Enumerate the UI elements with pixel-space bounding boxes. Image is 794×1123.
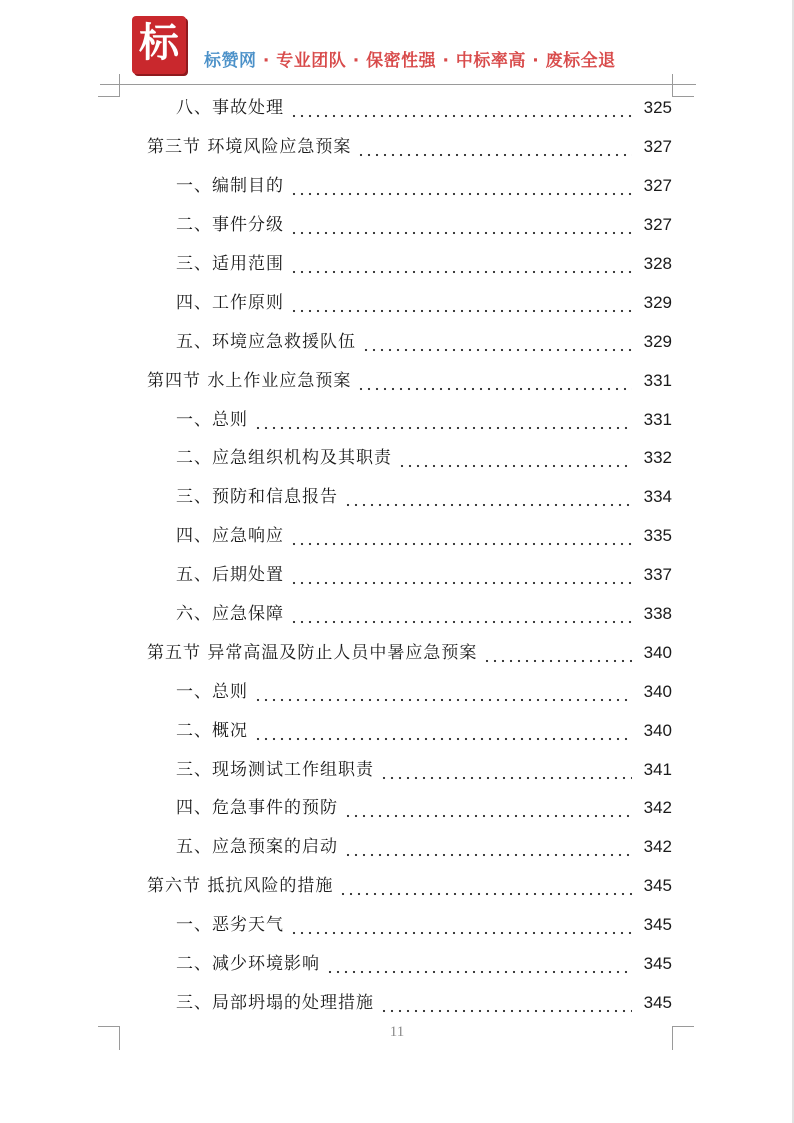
toc-entry-page: 331 (643, 409, 672, 429)
toc-subsection-entry[interactable] (0, 517, 794, 556)
toc-subsection-entry[interactable] (0, 206, 794, 245)
toc-subsection-entry[interactable] (0, 672, 794, 711)
toc-dot-leader (290, 214, 632, 236)
toc-dot-leader (380, 759, 632, 781)
toc-entry-label: 四、工作原则 (176, 292, 284, 313)
toc-dot-leader (357, 136, 632, 158)
toc-entry-label: 二、概况 (176, 720, 248, 741)
toc-entry-page: 345 (643, 876, 672, 896)
toc-subsection-entry[interactable] (0, 906, 794, 945)
toc-entry-label: 三、局部坍塌的处理措施 (176, 992, 374, 1013)
toc-entry-label: 二、应急组织机构及其职责 (176, 448, 392, 469)
toc-dot-leader (290, 175, 632, 197)
toc-entry-label: 第六节 抵抗风险的措施 (147, 876, 334, 897)
toc-subsection-entry[interactable] (0, 283, 794, 322)
toc-dot-leader (290, 253, 632, 275)
toc-subsection-entry[interactable] (0, 983, 794, 1022)
toc-entry-page: 338 (643, 604, 672, 624)
brand-name: 标赞网 (204, 51, 257, 71)
toc-section-entry[interactable] (0, 361, 794, 400)
toc-dot-leader (290, 564, 632, 586)
toc-dot-leader (254, 409, 632, 431)
header-slogan (204, 46, 616, 71)
toc-entry-page: 325 (643, 98, 672, 118)
toc-entry-label: 第五节 异常高温及防止人员中暑应急预案 (147, 642, 478, 663)
toc-subsection-entry[interactable] (0, 789, 794, 828)
toc-entry-page: 340 (643, 720, 672, 740)
toc-entry-page: 342 (643, 837, 672, 857)
toc-entry-label: 五、应急预案的启动 (176, 837, 338, 858)
toc-entry-page: 334 (643, 487, 672, 507)
toc-entry-label: 三、适用范围 (176, 254, 284, 274)
slogan-text: · 专业团队 · 保密性强 · 中标率高 · 废标全退 (256, 51, 616, 71)
toc-section-entry[interactable] (0, 633, 794, 672)
toc-subsection-entry[interactable] (0, 167, 794, 206)
toc-entry-page: 345 (643, 915, 672, 935)
toc-dot-leader (344, 486, 632, 508)
toc-dot-leader (398, 447, 632, 469)
toc-entry-page: 329 (643, 292, 672, 312)
toc-subsection-entry[interactable] (0, 89, 794, 128)
toc-subsection-entry[interactable] (0, 556, 794, 595)
toc-entry-label: 五、后期处置 (176, 565, 284, 586)
toc-dot-leader (326, 953, 632, 975)
toc-dot-leader (357, 370, 632, 392)
toc-entry-page: 340 (643, 642, 672, 662)
toc-section-entry[interactable] (0, 128, 794, 167)
toc-entry-page: 337 (643, 565, 672, 585)
brand-logo (132, 16, 186, 74)
toc-dot-leader (254, 720, 632, 742)
toc-dot-leader (344, 797, 632, 819)
toc-entry-label: 八、事故处理 (176, 98, 284, 119)
toc-entry-page: 328 (643, 254, 672, 273)
toc-subsection-entry[interactable] (0, 245, 794, 284)
toc-entry-label: 六、应急保障 (176, 604, 284, 625)
toc-entry-label: 一、编制目的 (176, 176, 284, 197)
toc-entry-label: 五、环境应急救援队伍 (176, 331, 356, 352)
toc-entry-label: 四、应急响应 (176, 526, 284, 547)
toc-subsection-entry[interactable] (0, 400, 794, 439)
toc-subsection-entry[interactable] (0, 945, 794, 984)
toc-entry-label: 四、危急事件的预防 (176, 798, 338, 819)
toc-dot-leader (290, 292, 632, 314)
toc-subsection-entry[interactable] (0, 478, 794, 517)
toc-subsection-entry[interactable] (0, 828, 794, 867)
toc-dot-leader (380, 992, 632, 1014)
toc-entry-page: 340 (643, 681, 672, 701)
toc-entry-page: 331 (643, 370, 672, 390)
toc-subsection-entry[interactable] (0, 439, 794, 478)
toc-dot-leader (344, 836, 632, 858)
toc-entry-page: 327 (643, 215, 672, 235)
toc-entry-page: 341 (643, 759, 672, 779)
toc-section-entry[interactable] (0, 867, 794, 906)
toc-entry-label: 第四节 水上作业应急预案 (147, 370, 352, 391)
toc-dot-leader (483, 642, 632, 664)
toc-dot-leader (254, 681, 632, 703)
toc-subsection-entry[interactable] (0, 322, 794, 361)
toc-entry-label: 一、总则 (176, 681, 248, 702)
toc-dot-leader (290, 97, 632, 119)
toc-subsection-entry[interactable] (0, 750, 794, 789)
header-rule (100, 84, 696, 85)
toc-entry-label: 三、现场测试工作组职责 (176, 759, 374, 780)
toc-entry-page: 345 (643, 992, 672, 1012)
toc-dot-leader (290, 914, 632, 936)
toc-dot-leader (339, 875, 632, 897)
toc-entry-page: 332 (643, 448, 672, 468)
toc-entry-label: 二、事件分级 (176, 215, 284, 236)
page-header (132, 16, 692, 82)
toc-entry-page: 327 (643, 137, 672, 157)
toc-entry-label: 一、总则 (176, 409, 248, 430)
toc-entry-page: 335 (643, 526, 672, 546)
toc-dot-leader (362, 331, 632, 353)
toc-entry-label: 二、减少环境影响 (176, 954, 320, 975)
toc-subsection-entry[interactable] (0, 711, 794, 750)
toc-entry-page: 345 (643, 954, 672, 974)
toc-dot-leader (290, 603, 632, 625)
table-of-contents (0, 89, 794, 1022)
toc-entry-page: 329 (643, 331, 672, 351)
page-number: 11 (389, 1024, 405, 1040)
toc-dot-leader (290, 525, 632, 547)
toc-subsection-entry[interactable] (0, 595, 794, 634)
toc-entry-label: 一、恶劣天气 (176, 915, 284, 936)
logo-char: 标 (139, 20, 179, 66)
toc-entry-label: 三、预防和信息报告 (176, 487, 338, 508)
toc-entry-page: 327 (643, 176, 672, 196)
toc-entry-page: 342 (643, 798, 672, 818)
toc-entry-label: 第三节 环境风险应急预案 (147, 137, 352, 158)
